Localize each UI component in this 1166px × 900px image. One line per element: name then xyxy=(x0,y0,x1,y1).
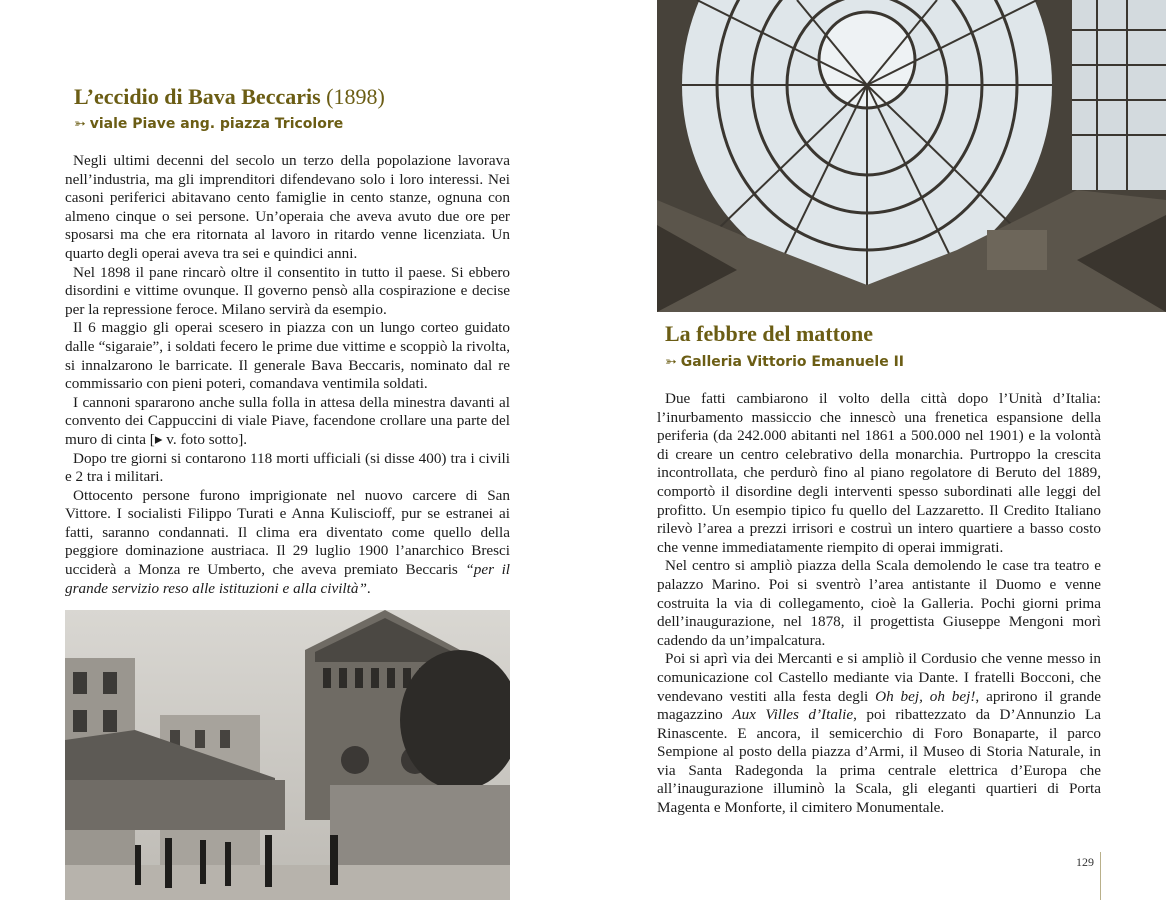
paragraph-last xyxy=(65,487,510,599)
article-body-right xyxy=(657,390,1101,818)
location-line xyxy=(665,355,904,369)
paragraph: Il 6 maggio gli operai scesero in piazza con un lungo corteo guidato dalle “sigaraie”, i soldati fecero le prime due vittime e scoppiò la rivolta, si innalzarono le barricate. Il generale Bava Beccaris, nominato dal re commissario con pieni poteri, comandava ventimila soldati. xyxy=(65,319,510,393)
section-title-bava-beccaris xyxy=(74,86,385,108)
paragraph: Dopo tre giorni si contarono 118 morti ufficiali (si disse 400) tra i civili e 2 tra i militari. xyxy=(65,449,510,486)
paragraph: Nel 1898 il pane rincarò oltre il consentito in tutto il paese. Si ebbero disordini e vittime ovunque. Il governo pensò alla cospirazione e decise per la repressione feroce. Milano servirà da esempio. xyxy=(65,263,510,318)
paragraph-text: Ottocento persone furono imprigionate nel nuovo carcere di San Vittore. I socialisti Filippo Turati e Anna Kuliscioff, pur se estranei ai fatti, saranno condannati. Il clima era diventato come quello della peggiore dominazione austriaca. Il 29 luglio 1900 l’anarchico Bresci ucciderà a Monza re Umberto, che aveva premiato Beccaris xyxy=(65,486,510,579)
paragraph: Nel centro si ampliò piazza della Scala demolendo le case tra teatro e palazzo Marino. Poi si sventrò l’area antistante il Duomo e venne costruita la via di collegamento, cioè la Galleria. Pochi giorni prima dell’inaugurazione, nel 1878, il progettista Giuseppe Mengoni morì cadendo da un’impalcatura. xyxy=(657,557,1101,649)
quote-end: . xyxy=(366,579,371,597)
dome-illustration xyxy=(657,0,1166,312)
right-page xyxy=(583,0,1166,900)
photo-illustration xyxy=(65,610,510,900)
title-year: (1898) xyxy=(326,84,385,109)
arrow-icon: ➳ xyxy=(74,116,86,132)
paragraph-last xyxy=(657,650,1101,817)
title-text: L’eccidio di Bava Beccaris xyxy=(74,84,321,109)
paragraph: I cannoni spararono anche sulla folla in attesa della minestra davanti al convento dei Cappuccini di viale Piave, facendone crollare una parte del muro di cinta [▸ v. foto sotto]. xyxy=(65,393,510,448)
historic-photo-convent xyxy=(65,610,510,900)
page-number: 129 xyxy=(1076,855,1094,869)
quote: “per il grande servizio reso alle istituzioni e alla civiltà” xyxy=(65,561,511,597)
paragraph: Negli ultimi decenni del secolo un terzo della popolazione lavorava nell’industria, ma gli imprenditori difendevano solo i loro interessi. Nei casoni periferici abitavano cento famiglie in cento stanze, ognuna con almeno cinque o sei persone. Un’operaia che aveva avuto due ore per sposarsi ma che era ritornata al lavoro in ritardo venne licenziata. Un quarto degli operai aveva tra sei e quindici anni. xyxy=(65,152,510,262)
location-text: Galleria Vittorio Emanuele II xyxy=(680,354,904,370)
article-body-left xyxy=(65,152,510,598)
location-line xyxy=(74,117,343,131)
arrow-icon: ➳ xyxy=(665,354,677,370)
section-title-febbre-del-mattone: La febbre del mattone xyxy=(665,321,873,346)
location-text: viale Piave ang. piazza Tricolore xyxy=(89,116,344,132)
photo-galleria-dome xyxy=(657,0,1166,312)
italic-phrase: Aux Villes d’Italie xyxy=(732,706,854,724)
paragraph-text: , aprirono il grande magazzino xyxy=(657,687,1101,724)
paragraph-text: Poi si aprì via dei Mercanti e si ampliò il Cordusio che venne messo in comunicazione col Castello mediante via Dante. I fratelli Bocconi, che vendevano vestiti alla festa degli xyxy=(657,650,1101,705)
page-number-rule xyxy=(1100,852,1101,900)
paragraph: Due fatti cambiarono il volto della città dopo l’Unità d’Italia: l’inurbamento massiccio che innescò una frenetica espansione della periferia (da 242.000 abitanti nel 1861 a 500.000 nel 1901) e la volontà di creare un centro celebrativo della monarchia. Purtroppo la crescita incontrollata, che perdurò fino al piano regolatore di Beruto del 1889, comportò il disordine degli interventi spesso subordinati alle leggi del profitto. Un esempio tipico fu quello del Lazzaretto. Il Credito Italiano rilevò l’area a prezzi irrisori e costruì un intero quartiere a basso costo che venne immediatamente riempito di operai immigrati. xyxy=(657,390,1101,556)
paragraph-text: , poi ribattezzato da D’Annunzio La Rinascente. E ancora, il semicerchio di Foro Bonaparte, il parco Sempione al posto della piazza d’Armi, il Museo di Storia Naturale, in via Santa Radegonda la prima centrale elettrica d’Europa che all’inaugurazione illuminò la Scala, gli eleganti quartieri di Porta Magenta e Monforte, il cimitero Monumentale. xyxy=(657,706,1101,817)
italic-phrase: Oh bej, oh bej! xyxy=(875,687,976,705)
